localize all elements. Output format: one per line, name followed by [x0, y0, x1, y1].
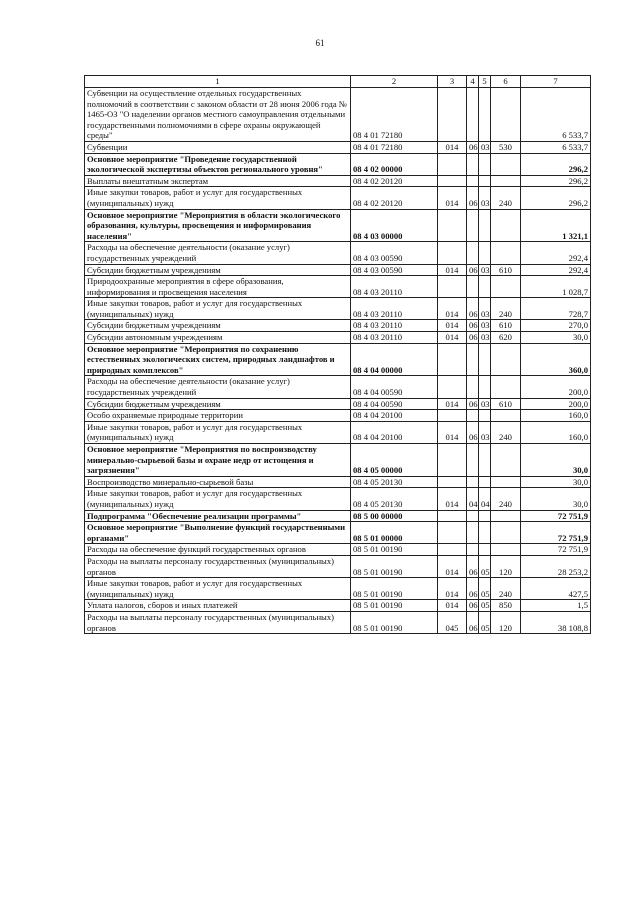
row-subsection-cell: [479, 522, 491, 544]
row-code-cell: 08 5 01 00000: [351, 522, 438, 544]
row-expense-type-cell: 240: [491, 488, 521, 510]
table-row: [85, 320, 591, 332]
row-subsection-cell: 03: [479, 398, 491, 410]
row-amount-cell: 6 533,7: [521, 88, 591, 142]
table-row: [85, 544, 591, 556]
row-code-cell: 08 4 04 00590: [351, 376, 438, 398]
row-expense-type-cell: [491, 88, 521, 142]
row-name-cell: Подпрограмма "Обеспечение реализации программы": [85, 510, 351, 522]
table-row: [85, 510, 591, 522]
row-subsection-cell: [479, 175, 491, 187]
row-section-cell: [467, 376, 479, 398]
row-amount-cell: 292,4: [521, 264, 591, 276]
row-expense-type-cell: [491, 376, 521, 398]
row-expense-type-cell: [491, 476, 521, 488]
row-subsection-cell: 03: [479, 332, 491, 344]
row-code-cell: 08 4 01 72180: [351, 88, 438, 142]
row-name-cell: Основное мероприятие "Мероприятия по сохранению естественных экологических систем, природных ландшафтов и природных комплексов": [85, 343, 351, 376]
row-code-cell: 08 4 03 20110: [351, 276, 438, 298]
row-amount-cell: 1 321,1: [521, 209, 591, 242]
row-subsection-cell: 05: [479, 578, 491, 600]
row-amount-cell: 6 533,7: [521, 141, 591, 153]
row-amount-cell: 160,0: [521, 421, 591, 443]
row-subsection-cell: [479, 376, 491, 398]
row-code-cell: 08 4 03 20110: [351, 332, 438, 344]
row-code-cell: 08 4 03 00000: [351, 209, 438, 242]
row-expense-type-cell: [491, 544, 521, 556]
row-grbs-cell: 014: [438, 398, 467, 410]
row-code-cell: 08 5 01 00190: [351, 611, 438, 633]
row-code-cell: 08 5 01 00190: [351, 578, 438, 600]
row-amount-cell: 296,2: [521, 187, 591, 209]
row-expense-type-cell: 620: [491, 332, 521, 344]
row-subsection-cell: [479, 209, 491, 242]
row-code-cell: 08 4 01 72180: [351, 141, 438, 153]
row-name-cell: Иные закупки товаров, работ и услуг для государственных (муниципальных) нужд: [85, 187, 351, 209]
row-subsection-cell: [479, 510, 491, 522]
row-subsection-cell: 05: [479, 555, 491, 577]
row-code-cell: 08 4 04 00000: [351, 343, 438, 376]
row-code-cell: 08 4 03 00590: [351, 242, 438, 264]
table-row: [85, 141, 591, 153]
row-expense-type-cell: [491, 522, 521, 544]
row-code-cell: 08 4 03 00590: [351, 264, 438, 276]
table-row: [85, 175, 591, 187]
row-amount-cell: 200,0: [521, 398, 591, 410]
row-subsection-cell: 04: [479, 488, 491, 510]
table-row: [85, 376, 591, 398]
row-amount-cell: 72 751,9: [521, 510, 591, 522]
row-section-cell: 06: [467, 187, 479, 209]
row-code-cell: 08 4 03 20110: [351, 320, 438, 332]
row-subsection-cell: [479, 242, 491, 264]
table-row: [85, 398, 591, 410]
row-amount-cell: 30,0: [521, 332, 591, 344]
row-section-cell: 06: [467, 264, 479, 276]
row-section-cell: [467, 209, 479, 242]
row-subsection-cell: [479, 544, 491, 556]
row-section-cell: 04: [467, 488, 479, 510]
row-code-cell: 08 5 01 00190: [351, 600, 438, 612]
row-subsection-cell: [479, 88, 491, 142]
column-header-section: 4: [467, 76, 479, 88]
row-expense-type-cell: 610: [491, 264, 521, 276]
column-header-name: 1: [85, 76, 351, 88]
row-amount-cell: 296,2: [521, 153, 591, 175]
row-code-cell: 08 4 04 20100: [351, 421, 438, 443]
row-code-cell: 08 4 04 00590: [351, 398, 438, 410]
table-row: [85, 264, 591, 276]
row-name-cell: Иные закупки товаров, работ и услуг для государственных (муниципальных) нужд: [85, 488, 351, 510]
row-grbs-cell: [438, 153, 467, 175]
row-section-cell: [467, 444, 479, 477]
row-expense-type-cell: 240: [491, 187, 521, 209]
row-subsection-cell: 03: [479, 298, 491, 320]
table-row: [85, 555, 591, 577]
row-section-cell: 06: [467, 578, 479, 600]
row-expense-type-cell: 240: [491, 421, 521, 443]
row-expense-type-cell: 240: [491, 298, 521, 320]
row-grbs-cell: 014: [438, 421, 467, 443]
row-section-cell: 06: [467, 320, 479, 332]
table-row: [85, 578, 591, 600]
row-subsection-cell: [479, 444, 491, 477]
row-grbs-cell: 045: [438, 611, 467, 633]
row-grbs-cell: [438, 510, 467, 522]
row-expense-type-cell: [491, 444, 521, 477]
row-grbs-cell: [438, 242, 467, 264]
row-amount-cell: 28 253,2: [521, 555, 591, 577]
row-grbs-cell: 014: [438, 264, 467, 276]
row-name-cell: Субсидии бюджетным учреждениям: [85, 398, 351, 410]
row-grbs-cell: 014: [438, 578, 467, 600]
row-name-cell: Субсидии бюджетным учреждениям: [85, 264, 351, 276]
row-amount-cell: 728,7: [521, 298, 591, 320]
row-name-cell: Расходы на обеспечение функций государственных органов: [85, 544, 351, 556]
row-amount-cell: 72 751,9: [521, 544, 591, 556]
row-amount-cell: 30,0: [521, 444, 591, 477]
row-expense-type-cell: [491, 242, 521, 264]
row-grbs-cell: [438, 522, 467, 544]
row-amount-cell: 270,0: [521, 320, 591, 332]
row-expense-type-cell: 120: [491, 555, 521, 577]
row-amount-cell: 200,0: [521, 376, 591, 398]
table-row: [85, 421, 591, 443]
row-name-cell: Основное мероприятие "Мероприятия в области экологического образования, культуры, просвещения и информирования населения": [85, 209, 351, 242]
row-expense-type-cell: [491, 175, 521, 187]
row-name-cell: Уплата налогов, сборов и иных платежей: [85, 600, 351, 612]
row-code-cell: 08 4 05 20130: [351, 476, 438, 488]
row-section-cell: [467, 242, 479, 264]
row-section-cell: [467, 343, 479, 376]
row-name-cell: Основное мероприятие "Проведение государственной экологической экспертизы объектов регионального уровня": [85, 153, 351, 175]
row-subsection-cell: 03: [479, 320, 491, 332]
row-grbs-cell: 014: [438, 555, 467, 577]
row-expense-type-cell: 530: [491, 141, 521, 153]
row-grbs-cell: [438, 175, 467, 187]
row-grbs-cell: 014: [438, 332, 467, 344]
row-amount-cell: 292,4: [521, 242, 591, 264]
row-amount-cell: 1 028,7: [521, 276, 591, 298]
row-section-cell: [467, 410, 479, 422]
row-name-cell: Особо охраняемые природные территории: [85, 410, 351, 422]
row-code-cell: 08 4 02 00000: [351, 153, 438, 175]
row-name-cell: Основное мероприятие "Мероприятия по воспроизводству минерально-сырьевой базы и охране недр от истощения и загрязнения": [85, 444, 351, 477]
row-section-cell: [467, 175, 479, 187]
column-header-subsection: 5: [479, 76, 491, 88]
table-row: [85, 276, 591, 298]
row-name-cell: Иные закупки товаров, работ и услуг для государственных (муниципальных) нужд: [85, 578, 351, 600]
row-grbs-cell: 014: [438, 298, 467, 320]
row-subsection-cell: 03: [479, 421, 491, 443]
header-row: [85, 76, 591, 88]
table-row: [85, 444, 591, 477]
row-section-cell: 06: [467, 332, 479, 344]
table-row: [85, 611, 591, 633]
row-grbs-cell: [438, 209, 467, 242]
row-name-cell: Воспроизводство минерально-сырьевой базы: [85, 476, 351, 488]
row-name-cell: Субвенции: [85, 141, 351, 153]
column-header-grbs: 3: [438, 76, 467, 88]
table-row: [85, 209, 591, 242]
row-section-cell: [467, 544, 479, 556]
table-row: [85, 410, 591, 422]
row-code-cell: 08 5 01 00190: [351, 555, 438, 577]
table-row: [85, 343, 591, 376]
row-grbs-cell: 014: [438, 488, 467, 510]
row-code-cell: 08 4 05 20130: [351, 488, 438, 510]
row-amount-cell: 72 751,9: [521, 522, 591, 544]
row-grbs-cell: [438, 476, 467, 488]
row-expense-type-cell: 850: [491, 600, 521, 612]
row-expense-type-cell: 240: [491, 578, 521, 600]
table-row: [85, 153, 591, 175]
row-grbs-cell: 014: [438, 600, 467, 612]
row-name-cell: Субвенции на осуществление отдельных государственных полномочий в соответствии с законом области от 28 июня 2006 года № 1465-ОЗ "О наделении органов местного самоуправления отдельными государственными полномочиями в сфере охраны окружающей среды": [85, 88, 351, 142]
row-subsection-cell: 03: [479, 264, 491, 276]
row-grbs-cell: [438, 88, 467, 142]
row-code-cell: 08 5 00 00000: [351, 510, 438, 522]
table-row: [85, 332, 591, 344]
row-subsection-cell: [479, 343, 491, 376]
row-name-cell: Расходы на выплаты персоналу государственных (муниципальных) органов: [85, 611, 351, 633]
row-section-cell: 06: [467, 555, 479, 577]
row-grbs-cell: 014: [438, 320, 467, 332]
table-row: [85, 476, 591, 488]
row-section-cell: [467, 476, 479, 488]
row-subsection-cell: 05: [479, 611, 491, 633]
row-name-cell: Выплаты внештатным экспертам: [85, 175, 351, 187]
row-expense-type-cell: [491, 276, 521, 298]
row-section-cell: 06: [467, 398, 479, 410]
row-section-cell: 06: [467, 600, 479, 612]
row-grbs-cell: [438, 276, 467, 298]
row-section-cell: [467, 510, 479, 522]
row-section-cell: [467, 276, 479, 298]
row-section-cell: 06: [467, 141, 479, 153]
row-grbs-cell: 014: [438, 141, 467, 153]
column-header-amount: 7: [521, 76, 591, 88]
table-row: [85, 488, 591, 510]
table-row: [85, 88, 591, 142]
row-expense-type-cell: [491, 410, 521, 422]
row-code-cell: 08 4 04 20100: [351, 410, 438, 422]
row-name-cell: Расходы на обеспечение деятельности (оказание услуг) государственных учреждений: [85, 242, 351, 264]
row-section-cell: 06: [467, 611, 479, 633]
row-expense-type-cell: 610: [491, 320, 521, 332]
row-amount-cell: 30,0: [521, 488, 591, 510]
row-subsection-cell: [479, 476, 491, 488]
row-section-cell: 06: [467, 298, 479, 320]
row-amount-cell: 30,0: [521, 476, 591, 488]
row-expense-type-cell: [491, 510, 521, 522]
row-expense-type-cell: [491, 153, 521, 175]
row-name-cell: Расходы на обеспечение деятельности (оказание услуг) государственных учреждений: [85, 376, 351, 398]
row-section-cell: 06: [467, 421, 479, 443]
row-code-cell: 08 4 02 20120: [351, 175, 438, 187]
row-grbs-cell: [438, 343, 467, 376]
column-header-expense-type: 6: [491, 76, 521, 88]
row-subsection-cell: [479, 153, 491, 175]
row-amount-cell: 296,2: [521, 175, 591, 187]
table-row: [85, 242, 591, 264]
row-subsection-cell: 05: [479, 600, 491, 612]
table-row: [85, 298, 591, 320]
page-number: 61: [315, 38, 325, 48]
row-subsection-cell: 03: [479, 187, 491, 209]
row-grbs-cell: 014: [438, 187, 467, 209]
row-amount-cell: 160,0: [521, 410, 591, 422]
row-name-cell: Иные закупки товаров, работ и услуг для государственных (муниципальных) нужд: [85, 421, 351, 443]
row-code-cell: 08 4 03 20110: [351, 298, 438, 320]
row-code-cell: 08 5 01 00190: [351, 544, 438, 556]
row-name-cell: Расходы на выплаты персоналу государственных (муниципальных) органов: [85, 555, 351, 577]
row-code-cell: 08 4 05 00000: [351, 444, 438, 477]
row-expense-type-cell: 120: [491, 611, 521, 633]
row-name-cell: Субсидии бюджетным учреждениям: [85, 320, 351, 332]
row-subsection-cell: 03: [479, 141, 491, 153]
row-expense-type-cell: [491, 209, 521, 242]
row-name-cell: Природоохранные мероприятия в сфере образования, информирования и просвещения населения: [85, 276, 351, 298]
row-grbs-cell: [438, 444, 467, 477]
row-name-cell: Основное мероприятие "Выполнение функций государственными органами": [85, 522, 351, 544]
row-grbs-cell: [438, 410, 467, 422]
row-section-cell: [467, 153, 479, 175]
budget-table: [84, 75, 591, 634]
row-amount-cell: 427,5: [521, 578, 591, 600]
table-row: [85, 600, 591, 612]
row-expense-type-cell: [491, 343, 521, 376]
row-name-cell: Субсидии автономным учреждениям: [85, 332, 351, 344]
row-name-cell: Иные закупки товаров, работ и услуг для государственных (муниципальных) нужд: [85, 298, 351, 320]
row-subsection-cell: [479, 410, 491, 422]
row-amount-cell: 38 108,8: [521, 611, 591, 633]
row-grbs-cell: [438, 376, 467, 398]
table-row: [85, 522, 591, 544]
row-amount-cell: 1,5: [521, 600, 591, 612]
column-header-code: 2: [351, 76, 438, 88]
row-subsection-cell: [479, 276, 491, 298]
row-code-cell: 08 4 02 20120: [351, 187, 438, 209]
table-row: [85, 187, 591, 209]
row-grbs-cell: [438, 544, 467, 556]
row-expense-type-cell: 610: [491, 398, 521, 410]
row-section-cell: [467, 522, 479, 544]
row-section-cell: [467, 88, 479, 142]
row-amount-cell: 360,0: [521, 343, 591, 376]
